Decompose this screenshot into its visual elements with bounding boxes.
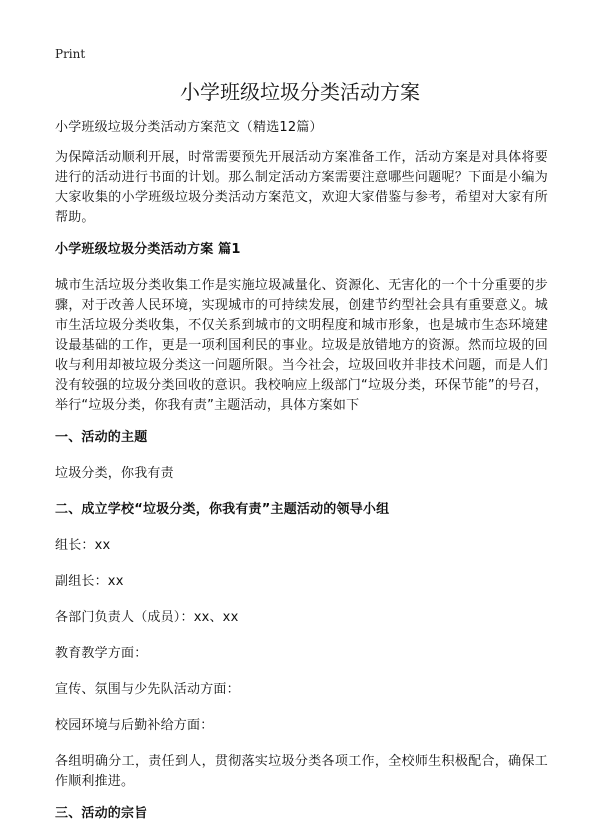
heading-activity-theme: 一、活动的主题: [55, 430, 148, 445]
document-subtitle: 小学班级垃圾分类活动方案范文（精选12篇）: [55, 120, 323, 135]
responsibility-paragraph: 各组明确分工，责任到人，贯彻落实垃圾分类各项工作，全校师生积极配合，确保工作顺利推进。: [55, 754, 548, 789]
body-paragraph: 城市生活垃圾分类收集工作是实施垃圾减量化、资源化、无害化的一个十分重要的步骤，对于改善人民环境，实现城市的可持续发展，创建节约型社会具有重要意义。城市生活垃圾分类收集，不仅关系到城市的文明程度和城市形象，也是城市生态环境建设最基础的工作，更是一项利国利民的事业。垃圾是放错地方的资源。然而垃圾的回收与利用却被垃圾分类这一问题所限。当今社会，垃圾回收并非技术问题，而是人们没有较强的垃圾分类回收的意识。我校响应上级部门“垃圾分类，环保节能”的号召，举行“垃圾分类，你我有责”主题活动，具体方案如下: [55, 278, 548, 413]
heading-leadership-group: 二、成立学校“垃圾分类，你我有责”主题活动的领导小组: [55, 502, 390, 517]
intro-paragraph: 为保障活动顺利开展，时常需要预先开展活动方案准备工作，活动方案是对具体将要进行的活动进行书面的计划。那么制定活动方案需要注意哪些问题呢？下面是小编为大家收集的小学班级垃圾分类活动方案范文，欢迎大家借鉴与参考，希望对大家有所帮助。: [55, 150, 548, 225]
print-link[interactable]: Print: [55, 47, 86, 61]
campus-text: 校园环境与后勤补给方面：: [55, 718, 214, 733]
teaching-text: 教育教学方面：: [55, 646, 148, 661]
section-title: 小学班级垃圾分类活动方案 篇1: [55, 242, 241, 257]
document-content: [55, 118, 548, 840]
leader-text: 组长：xx: [55, 538, 111, 553]
department-heads-text: 各部门负责人（成员）：xx、xx: [55, 610, 239, 625]
vice-leader-text: 副组长：xx: [55, 574, 124, 589]
document-title: 小学班级垃圾分类活动方案: [180, 80, 420, 104]
heading-activity-purpose: 三、活动的宗旨: [55, 806, 148, 821]
theme-text: 垃圾分类，你我有责: [55, 466, 174, 481]
publicity-text: 宣传、氛围与少先队活动方面：: [55, 682, 240, 697]
